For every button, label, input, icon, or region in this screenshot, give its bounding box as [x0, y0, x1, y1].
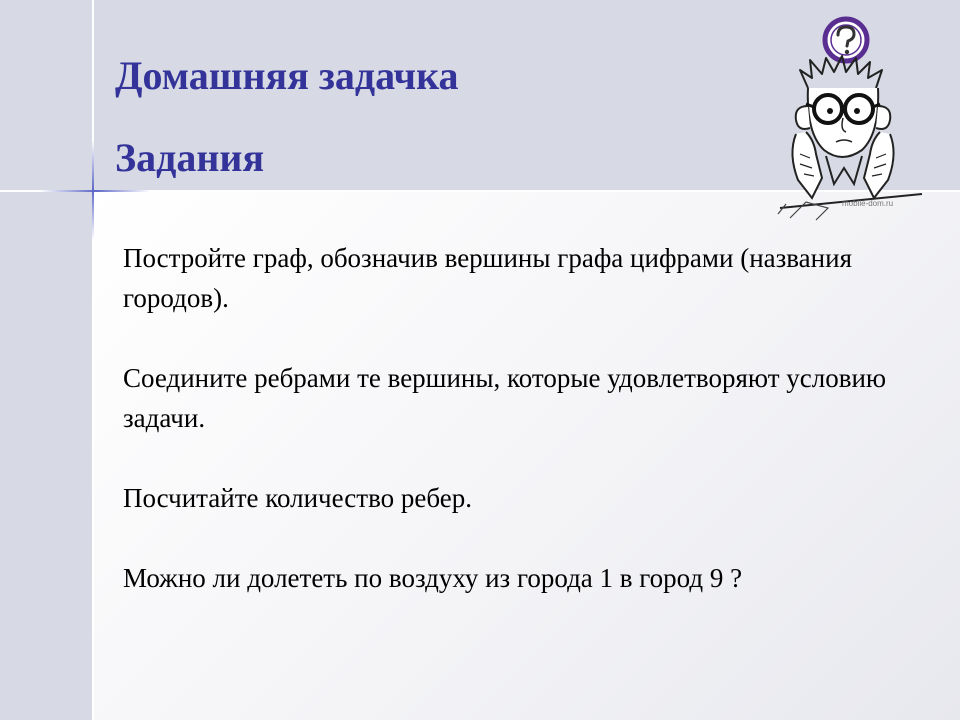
task-paragraph-4: Можно ли долететь по воздуху из города 1 в город 9 ? [123, 563, 743, 593]
slide-title: Домашняя задачка [115, 53, 459, 98]
watermark-text: mobile-dom.ru [842, 199, 894, 208]
thinking-boy-question-mark-icon [776, 8, 926, 222]
task-paragraph-3: Посчитайте количество ребер. [123, 483, 472, 513]
left-band [0, 0, 92, 720]
task-list [123, 238, 913, 598]
divider-vertical [92, 0, 94, 720]
task-paragraph-1: Постройте граф, обозначив вершины графа цифрами (названия городов). [123, 243, 852, 313]
slide-subtitle: Задания [115, 135, 265, 180]
accent-star-horizontal [40, 190, 150, 192]
task-paragraph-2: Соедините ребрами те вершины, которые удовлетворяют условию задачи. [123, 363, 887, 433]
